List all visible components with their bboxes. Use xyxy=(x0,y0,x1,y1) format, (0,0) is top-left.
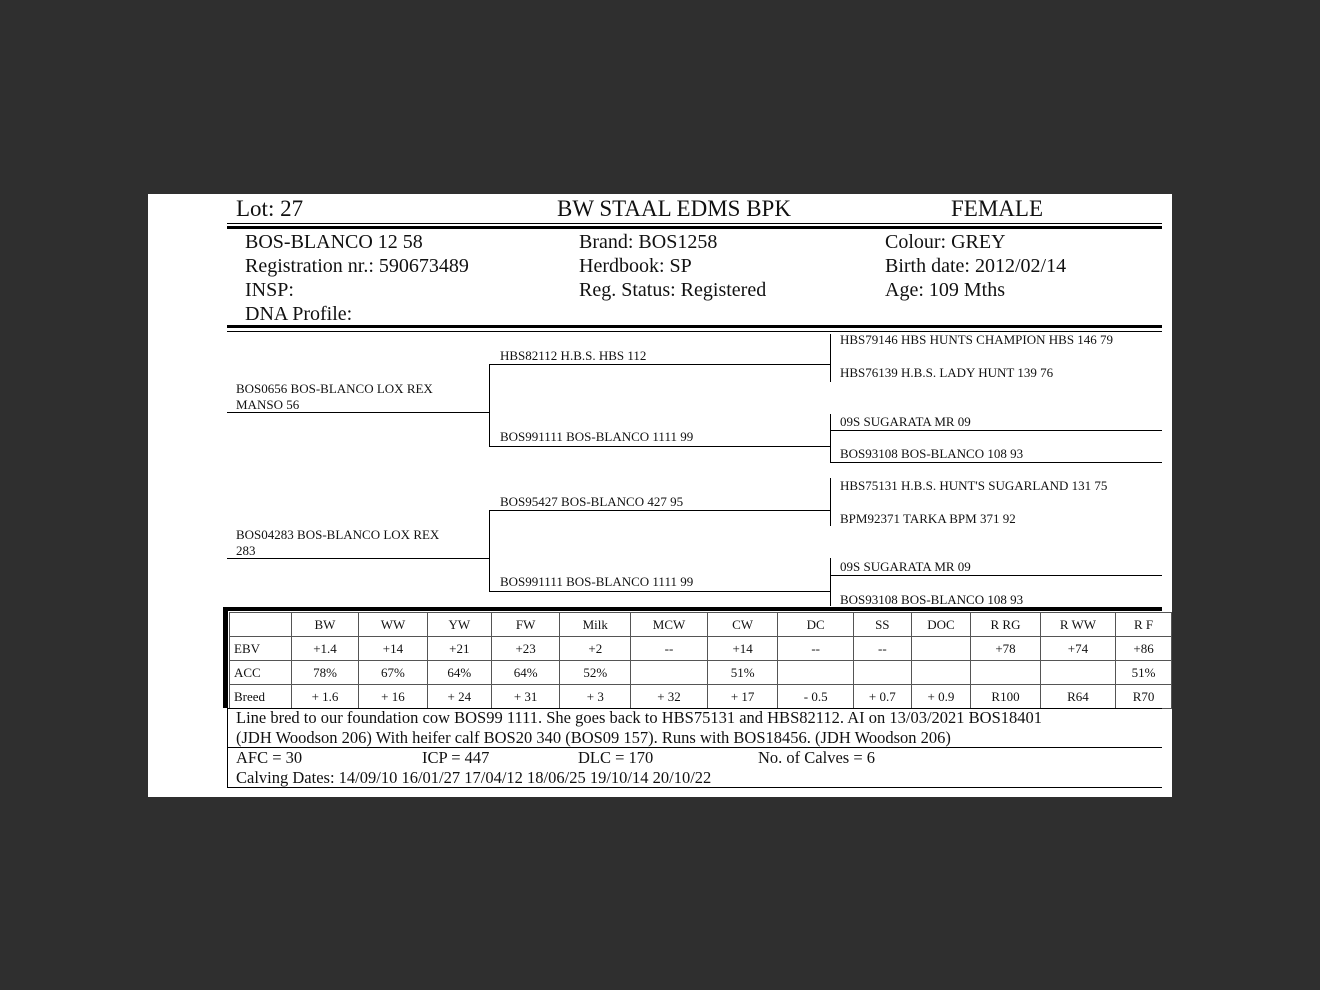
icp-value: ICP = 447 xyxy=(422,748,490,767)
ebv-cell: R64 xyxy=(1040,685,1115,709)
pedigree-dam: BOS04283 BOS-BLANCO LOX REX 283 xyxy=(236,527,440,558)
pedigree-sire: BOS0656 BOS-BLANCO LOX REX MANSO 56 xyxy=(236,381,433,412)
registration-number: Registration nr.: 590673489 xyxy=(245,255,469,277)
dd-bracket xyxy=(830,558,831,606)
sex-label: FEMALE xyxy=(951,196,1043,221)
notes-line-1: Line bred to our foundation cow BOS99 1111. She goes back to HBS75131 and HBS82112. AI on 13/03/2021 BOS18401 xyxy=(236,708,1043,727)
ebv-cell: 64% xyxy=(491,661,560,685)
ebv-cell: +1.4 xyxy=(291,637,358,661)
insp-label: INSP: xyxy=(245,279,294,301)
ebv-cell: + 17 xyxy=(707,685,777,709)
sdd-line xyxy=(830,462,1162,463)
sd-bracket xyxy=(830,414,831,462)
ebv-header-cell: SS xyxy=(854,613,912,637)
ebv-cell: 51% xyxy=(707,661,777,685)
pedigree-sire-sire: HBS82112 H.B.S. HBS 112 xyxy=(500,348,647,363)
ebv-cell: +78 xyxy=(971,637,1041,661)
pedigree-ssd: HBS76139 H.B.S. LADY HUNT 139 76 xyxy=(840,365,1054,380)
ebv-cell: 64% xyxy=(427,661,491,685)
dna-profile-label: DNA Profile: xyxy=(245,303,353,325)
ebv-cell: 51% xyxy=(1116,661,1172,685)
calving-dates: Calving Dates: 14/09/10 16/01/27 17/04/12 18/06/25 19/10/14 20/10/22 xyxy=(236,768,712,787)
ebv-cell: -- xyxy=(854,637,912,661)
ebv-header-cell: CW xyxy=(707,613,777,637)
ebv-header-cell: BW xyxy=(291,613,358,637)
age: Age: 109 Mths xyxy=(885,279,1005,301)
notes-line-2: (JDH Woodson 206) With heifer calf BOS20 340 (BOS09 157). Runs with BOS18456. (JDH Woodson 206) xyxy=(236,728,951,747)
ebv-cell: -- xyxy=(778,637,854,661)
ebv-cell xyxy=(854,661,912,685)
afc-value: AFC = 30 xyxy=(236,748,303,767)
info-rule-thick xyxy=(227,325,1162,328)
calves-count: No. of Calves = 6 xyxy=(758,748,875,767)
ebv-cell: + 24 xyxy=(427,685,491,709)
ebv-cell: + 31 xyxy=(491,685,560,709)
ebv-table xyxy=(229,612,1172,709)
ebv-cell xyxy=(778,661,854,685)
ebv-header-cell: FW xyxy=(491,613,560,637)
notes-left-border xyxy=(227,708,228,788)
ebv-cell: +74 xyxy=(1040,637,1115,661)
birth-date: Birth date: 2012/02/14 xyxy=(885,255,1067,277)
ebv-cell xyxy=(971,661,1041,685)
herdbook: Herdbook: SP xyxy=(579,255,692,277)
dds-line xyxy=(830,575,1162,576)
ebv-row xyxy=(230,685,1172,709)
animal-name: BOS-BLANCO 12 58 xyxy=(245,231,423,253)
ebv-row xyxy=(230,661,1172,685)
pedigree-dam-sire: BOS95427 BOS-BLANCO 427 95 xyxy=(500,494,684,509)
pedigree-sds: 09S SUGARATA MR 09 xyxy=(840,414,971,429)
ebv-header-cell: MCW xyxy=(631,613,708,637)
ebv-cell: + 32 xyxy=(631,685,708,709)
ebv-cell: +14 xyxy=(359,637,428,661)
ebv-left-rule xyxy=(223,607,228,708)
dam-bracket xyxy=(489,510,490,592)
sire-bracket xyxy=(489,364,490,446)
ebv-cell: + 16 xyxy=(359,685,428,709)
ebv-cell: Breed xyxy=(230,685,292,709)
ebv-cell: - 0.5 xyxy=(778,685,854,709)
owner-name: BW STAAL EDMS BPK xyxy=(557,196,791,221)
ebv-cell: ACC xyxy=(230,661,292,685)
ebv-cell: +14 xyxy=(707,637,777,661)
ebv-cell: + 0.9 xyxy=(911,685,971,709)
ss-bracket xyxy=(830,334,831,382)
ebv-cell: +86 xyxy=(1116,637,1172,661)
header-rule-thick xyxy=(227,226,1162,229)
ebv-cell: -- xyxy=(631,637,708,661)
sire-line xyxy=(227,412,490,413)
pedigree-dam-dam: BOS991111 BOS-BLANCO 1111 99 xyxy=(500,574,694,589)
ebv-top-rule xyxy=(223,607,1162,611)
ds-bracket xyxy=(830,478,831,526)
ebv-header-row xyxy=(230,613,1172,637)
dam-sire-line xyxy=(489,510,830,511)
dam-line xyxy=(227,558,490,559)
ebv-header-cell: WW xyxy=(359,613,428,637)
ebv-header-cell: Milk xyxy=(560,613,631,637)
ebv-header-cell: DC xyxy=(778,613,854,637)
ebv-cell: EBV xyxy=(230,637,292,661)
ebv-cell: 67% xyxy=(359,661,428,685)
ebv-header-cell xyxy=(230,613,292,637)
ebv-cell: +21 xyxy=(427,637,491,661)
reg-status: Reg. Status: Registered xyxy=(579,279,767,301)
brand: Brand: BOS1258 xyxy=(579,231,718,253)
bottom-rule xyxy=(227,787,1162,788)
dam-dam-line xyxy=(489,591,830,592)
pedigree-dss: HBS75131 H.B.S. HUNT'S SUGARLAND 131 75 xyxy=(840,478,1108,493)
dlc-value: DLC = 170 xyxy=(578,748,654,767)
ebv-cell: + 3 xyxy=(560,685,631,709)
header-rule-thin xyxy=(227,223,1162,224)
ebv-cell: R70 xyxy=(1116,685,1172,709)
pedigree-sdd: BOS93108 BOS-BLANCO 108 93 xyxy=(840,446,1024,461)
ebv-cell xyxy=(1040,661,1115,685)
sire-dam-line xyxy=(489,446,830,447)
ebv-cell xyxy=(911,661,971,685)
pedigree-dsd: BPM92371 TARKA BPM 371 92 xyxy=(840,511,1016,526)
ebv-cell: 52% xyxy=(560,661,631,685)
ebv-header-cell: R F xyxy=(1116,613,1172,637)
pedigree-sss: HBS79146 HBS HUNTS CHAMPION HBS 146 79 xyxy=(840,332,1114,347)
pedigree-sire-dam: BOS991111 BOS-BLANCO 1111 99 xyxy=(500,429,694,444)
ebv-cell: 78% xyxy=(291,661,358,685)
ebv-header-cell: R WW xyxy=(1040,613,1115,637)
sds-line xyxy=(830,430,1162,431)
ebv-cell xyxy=(911,637,971,661)
ebv-cell xyxy=(631,661,708,685)
ebv-row xyxy=(230,637,1172,661)
ebv-cell: R100 xyxy=(971,685,1041,709)
pedigree-dds: 09S SUGARATA MR 09 xyxy=(840,559,971,574)
sire-sire-line xyxy=(489,364,830,365)
calving-rule xyxy=(227,747,1162,748)
pedigree-ddd: BOS93108 BOS-BLANCO 108 93 xyxy=(840,592,1024,607)
ebv-cell: + 1.6 xyxy=(291,685,358,709)
ebv-header-cell: YW xyxy=(427,613,491,637)
lot-number: Lot: 27 xyxy=(236,196,304,221)
ebv-header-cell: DOC xyxy=(911,613,971,637)
ebv-cell: + 0.7 xyxy=(854,685,912,709)
ebv-header-cell: R RG xyxy=(971,613,1041,637)
lot-card xyxy=(148,194,1172,797)
ebv-cell: +2 xyxy=(560,637,631,661)
colour: Colour: GREY xyxy=(885,231,1006,253)
ebv-cell: +23 xyxy=(491,637,560,661)
